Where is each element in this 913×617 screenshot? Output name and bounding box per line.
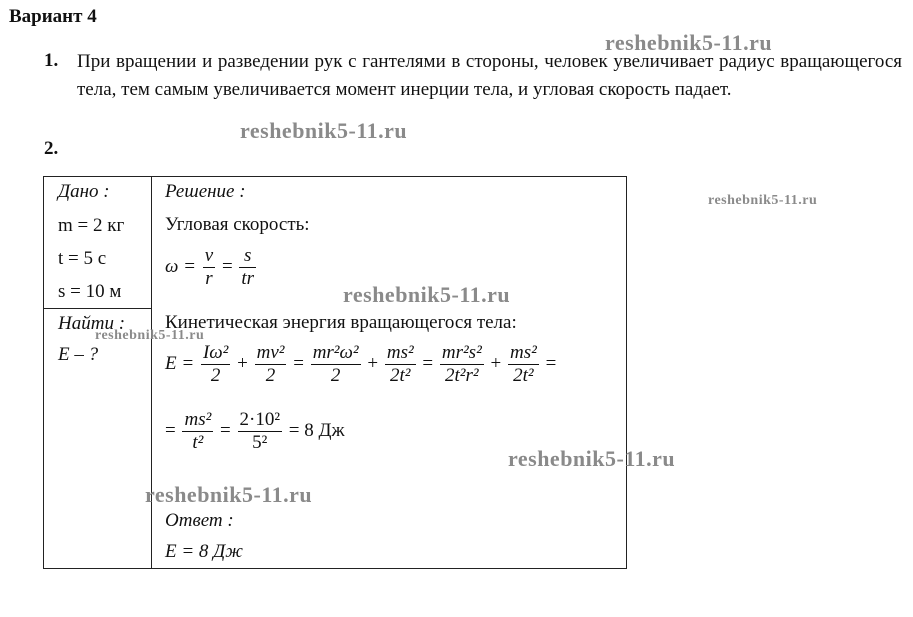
e1-t3-den: 2 [311,364,361,387]
e1-term-1 [201,342,230,387]
answer-label: Ответ : [165,510,234,531]
omega-fraction-1 [203,245,215,290]
e1-t4-den: 2t² [385,364,416,387]
question-1-text: При вращении и разведении рук с гантелями в стороны, человек увеличивает радиус вращающегося тела, тем самым увеличивается момент инерции тела, и угловая скорость падает. [77,51,902,100]
e1-t1-den: 2 [201,364,230,387]
omega-f2-num: s [244,245,252,266]
e2-t2-num: 2·10² [239,409,281,430]
e1-t2-num: mv² [256,342,285,363]
e2-t1-den: t² [182,431,213,454]
e2-eq: = [220,419,231,441]
given-label: Дано : [58,181,110,202]
given-time: t = 5 с [58,248,107,269]
table-divider-vertical [151,177,152,568]
e1-plus-2: + [367,352,379,374]
e1-lhs: E = [165,352,195,374]
table-divider-horizontal [44,308,152,309]
e1-term-5 [440,342,484,387]
omega-formula [165,245,258,290]
watermark: reshebnik5-11.ru [708,193,818,208]
e2-t2-den: 5² [238,431,283,454]
solution-table [43,176,627,569]
e1-term-3 [311,342,361,387]
e2-term-2 [238,409,283,454]
angular-speed-text: Угловая скорость: [165,214,310,235]
energy-formula-line-1 [165,342,556,387]
kinetic-energy-text: Кинетическая энергия вращающегося тела: [165,312,517,333]
e1-t3-num: mr²ω² [312,342,359,363]
e1-t6-num: ms² [510,342,537,363]
find-value: E – ? [58,344,99,365]
watermark: reshebnik5-11.ru [343,282,511,307]
watermark: reshebnik5-11.ru [95,328,205,343]
e1-eq-3: = [545,352,557,374]
omega-f1-num: v [204,245,214,266]
e1-t6-den: 2t² [508,364,539,387]
question-2-number: 2. [44,138,59,159]
e1-term-6 [508,342,539,387]
energy-formula-line-2 [165,409,345,454]
e2-lhs: = [165,419,176,441]
given-distance: s = 10 м [58,281,122,302]
e2-t1-num: ms² [184,409,212,430]
e1-t5-num: mr²s² [441,342,482,363]
e1-eq-2: = [422,352,434,374]
omega-lhs: ω = [165,255,196,277]
e1-term-4 [385,342,416,387]
e2-term-1 [182,409,213,454]
question-1-number: 1. [44,50,59,71]
e1-eq-1: = [293,352,304,374]
watermark: reshebnik5-11.ru [240,118,408,143]
e1-plus-3: + [490,352,502,374]
e1-plus-1: + [237,352,248,374]
omega-eq: = [221,255,233,277]
solution-label: Решение : [165,181,246,202]
e1-t5-den: 2t²r² [440,364,484,387]
e1-t1-num: Iω² [202,342,229,363]
watermark: reshebnik5-11.ru [605,30,773,55]
watermark: reshebnik5-11.ru [145,482,313,507]
given-mass: m = 2 кг [58,215,125,236]
e1-term-2 [255,342,287,387]
e1-t4-num: ms² [386,342,414,363]
page-heading: Вариант 4 [9,6,97,27]
watermark: reshebnik5-11.ru [508,446,676,471]
omega-f2-den: tr [241,268,255,289]
e2-result: = 8 Дж [288,419,345,441]
omega-fraction-2 [239,245,256,290]
omega-f1-den: r [203,267,215,290]
find-label: Найти : [58,313,126,334]
answer-value: E = 8 Дж [165,541,243,562]
e1-t2-den: 2 [255,364,287,387]
